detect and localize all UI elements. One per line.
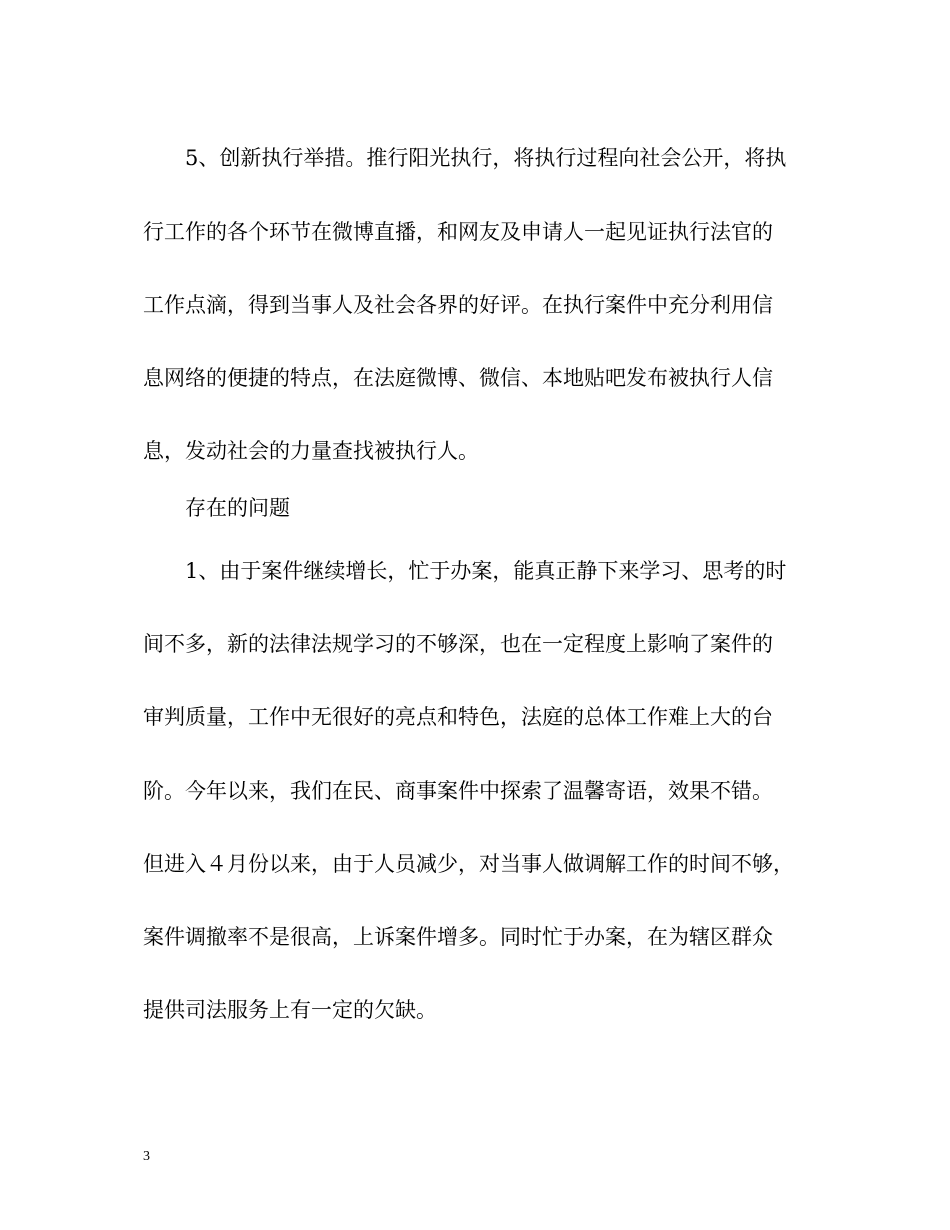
- paragraph-line: 5、创新执行举措。推行阳光执行，将执行过程向社会公开，将执: [185, 146, 787, 170]
- page-number: 3: [143, 1149, 150, 1164]
- paragraph-line: 审判质量，工作中无很好的亮点和特色，法庭的总体工作难上大的台: [143, 705, 773, 729]
- paragraph-line: 间不多，新的法律法规学习的不够深，也在一定程度上影响了案件的: [143, 632, 773, 656]
- paragraph-line: 提供司法服务上有一定的欠缺。: [143, 998, 437, 1022]
- paragraph-line: 案件调撤率不是很高，上诉案件增多。同时忙于办案，在为辖区群众: [143, 925, 773, 949]
- paragraph-line: 但进入４月份以来，由于人员减少，对当事人做调解工作的时间不够，: [143, 852, 794, 876]
- section-heading: 存在的问题: [185, 496, 290, 520]
- paragraph-line: 息，发动社会的力量查找被执行人。: [143, 439, 479, 463]
- paragraph-line: 工作点滴，得到当事人及社会各界的好评。在执行案件中充分利用信: [143, 293, 773, 317]
- paragraph-line: 1、由于案件继续增长，忙于办案，能真正静下来学习、思考的时: [185, 559, 787, 583]
- paragraph-line: 阶。今年以来，我们在民、商事案件中探索了温馨寄语，效果不错。: [143, 779, 773, 803]
- paragraph-line: 息网络的便捷的特点，在法庭微博、微信、本地贴吧发布被执行人信: [143, 366, 773, 390]
- paragraph-line: 行工作的各个环节在微博直播，和网友及申请人一起见证执行法官的: [143, 220, 773, 244]
